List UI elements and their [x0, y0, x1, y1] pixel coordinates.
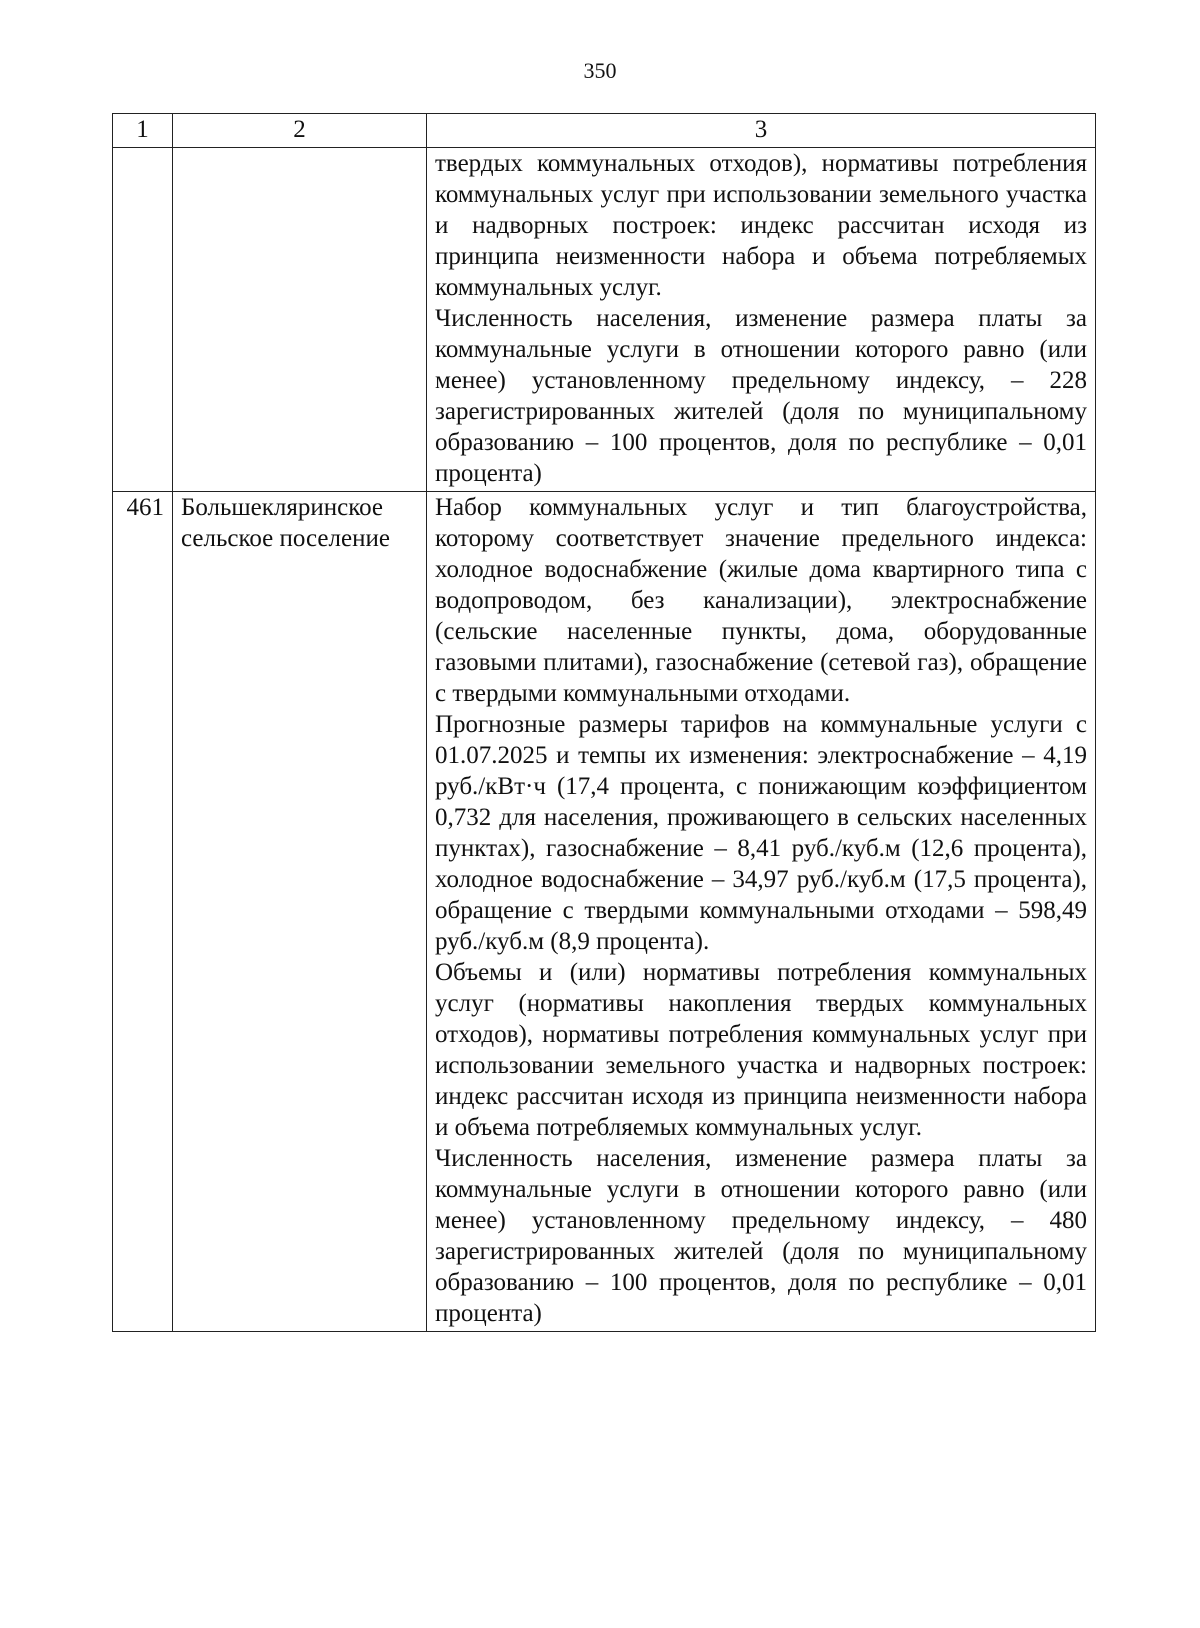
row-number: 461: [113, 492, 173, 1332]
description-paragraph: Численность населения, изменение размера платы за коммунальные услуги в отношении которого равно (или менее) установленному предельному индексу, – 480 зарегистрированных жителей (доля по муниципальному образованию – 100 процентов, доля по республике – 0,01 процента): [435, 1145, 1087, 1327]
column-header-1: 1: [113, 114, 173, 148]
description-paragraph: твердых коммунальных отходов), нормативы потребления коммунальных услуг при использовании земельного участка и надворных построек: индекс рассчитан исходя из принципа неизменности набора и объема потребляемых коммунальных услуг.: [435, 150, 1087, 301]
page-number: 350: [583, 58, 617, 83]
row-number: [113, 148, 173, 492]
description-paragraph: Набор коммунальных услуг и тип благоустройства, которому соответствует значение предельного индекса: холодное водоснабжение (жилые дома квартирного типа с водопроводом, без канализации), электроснабжение (сельские населенные пункты, дома, оборудованные газовыми плитами), газоснабжение (сетевой газ), обращение с твердыми коммунальными отходами.: [435, 494, 1087, 707]
table-header-row: [113, 114, 1096, 148]
table-row: [113, 148, 1096, 492]
description-paragraph: Объемы и (или) нормативы потребления коммунальных услуг (нормативы накопления твердых коммунальных отходов), нормативы потребления коммунальных услуг при использовании земельного участка и надворных построек: индекс рассчитан исходя из принципа неизменности набора и объема потребляемых коммунальных услуг.: [435, 959, 1087, 1141]
table-row: [113, 492, 1096, 1332]
column-header-2: 2: [173, 114, 427, 148]
description-cell: [427, 492, 1096, 1332]
settlement-name: [173, 148, 427, 492]
settlement-name: Большекляринское сельское поселение: [173, 492, 427, 1332]
description-cell: [427, 148, 1096, 492]
column-header-3: 3: [427, 114, 1096, 148]
description-paragraph: Прогнозные размеры тарифов на коммунальные услуги с 01.07.2025 и темпы их изменения: электроснабжение – 4,19 руб./кВт·ч (17,4 процента, с понижающим коэффициентом 0,732 для населения, проживающего в сельских населенных пунктах), газоснабжение – 8,41 руб./куб.м (12,6 процента), холодное водоснабжение – 34,97 руб./куб.м (17,5 процента), обращение с твердыми коммунальными отходами – 598,49 руб./куб.м (8,9 процента).: [435, 711, 1087, 955]
description-paragraph: Численность населения, изменение размера платы за коммунальные услуги в отношении которого равно (или менее) установленному предельному индексу, – 228 зарегистрированных жителей (доля по муниципальному образованию – 100 процентов, доля по республике – 0,01 процента): [435, 305, 1087, 487]
data-table: [112, 113, 1096, 1332]
